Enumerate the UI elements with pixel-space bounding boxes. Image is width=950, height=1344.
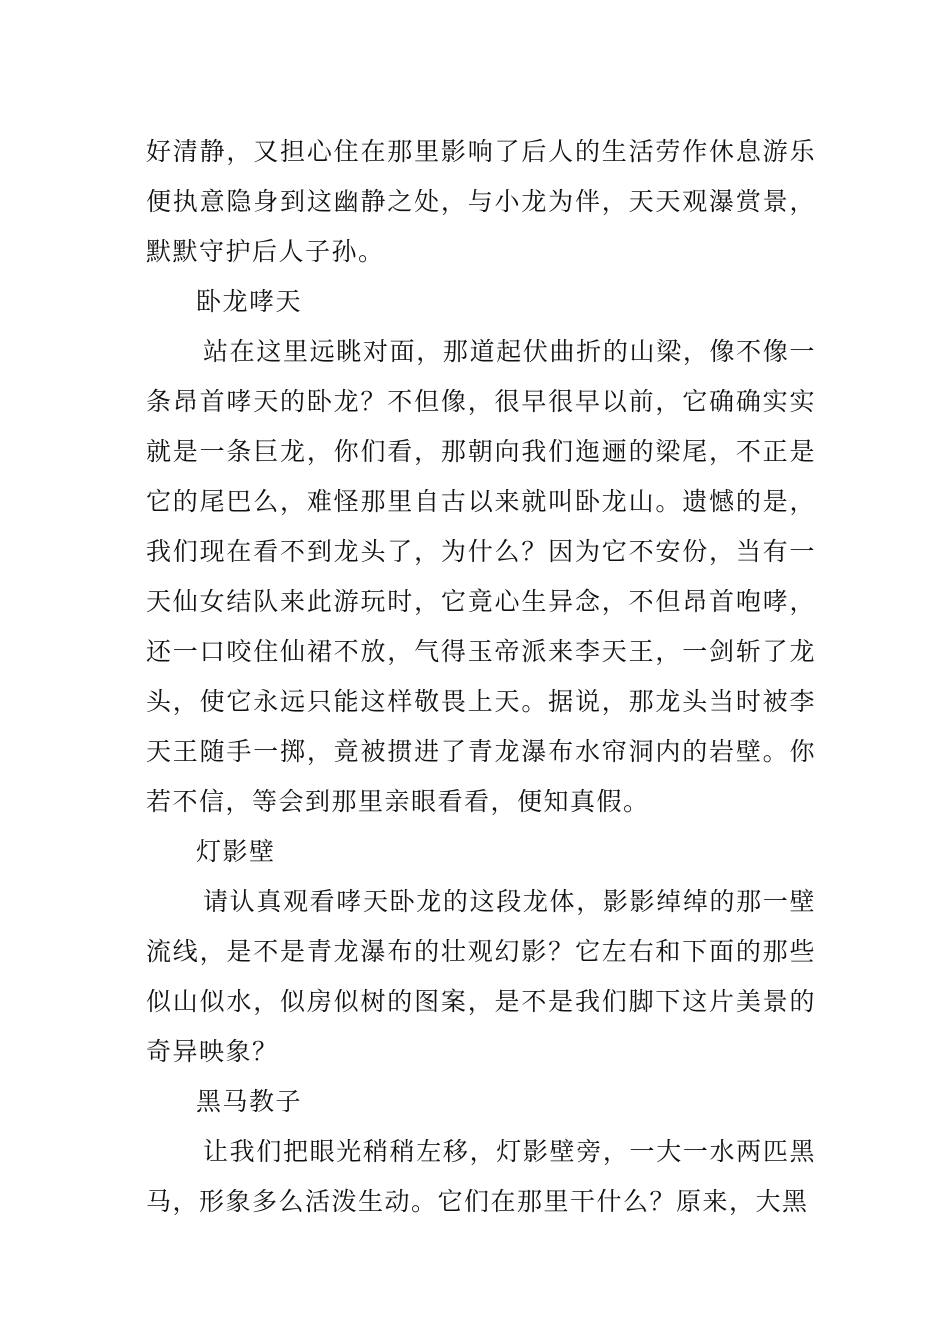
section-heading-dengyingbi: 灯影壁 [196,837,276,866]
paragraph-dengyingbi: 请认真观看哮天卧龙的这段龙体，影影绰绰的那一壁流线，是不是青龙瀑布的壮观幻影？它左右和下面的那些似山似水，似房似树的图案，是不是我们脚下这片美景的奇异映象？ [146,887,816,1066]
section-heading-heima-jiaozi: 黑马教子 [196,1087,303,1116]
paragraph-wolong-xiaotian: 站在这里远眺对面，那道起伏曲折的山梁，像不像一条昂首哮天的卧龙？不但像，很早很早以前，它确确实实就是一条巨龙，你们看，那朝向我们迤逦的梁尾，不正是它的尾巴么，难怪那里自古以来就叫卧龙山。遗憾的是，我们现在看不到龙头了，为什么？因为它不安份，当有一天仙女结队来此游玩时，它竟心生异念，不但昂首咆哮，还一口咬住仙裙不放，气得玉帝派来李天王，一剑斩了龙头，使它永远只能这样敬畏上天。据说，那龙头当时被李天王随手一掷，竟被掼进了青龙瀑布水帘洞内的岩壁。你若不信，等会到那里亲眼看看，便知真假。 [146,337,816,816]
paragraph-continued: 好清静，又担心住在那里影响了后人的生活劳作休息游乐便执意隐身到这幽静之处，与小龙为伴，天天观瀑赏景，默默守护后人子孙。 [146,137,816,266]
paragraph-heima-jiaozi: 让我们把眼光稍稍左移，灯影壁旁，一大一水两匹黑马，形象多么活泼生动。它们在那里干什么？原来，大黑 [146,1137,816,1216]
section-heading-wolong-xiaotian: 卧龙哮天 [196,287,303,316]
document-body [146,127,816,1227]
